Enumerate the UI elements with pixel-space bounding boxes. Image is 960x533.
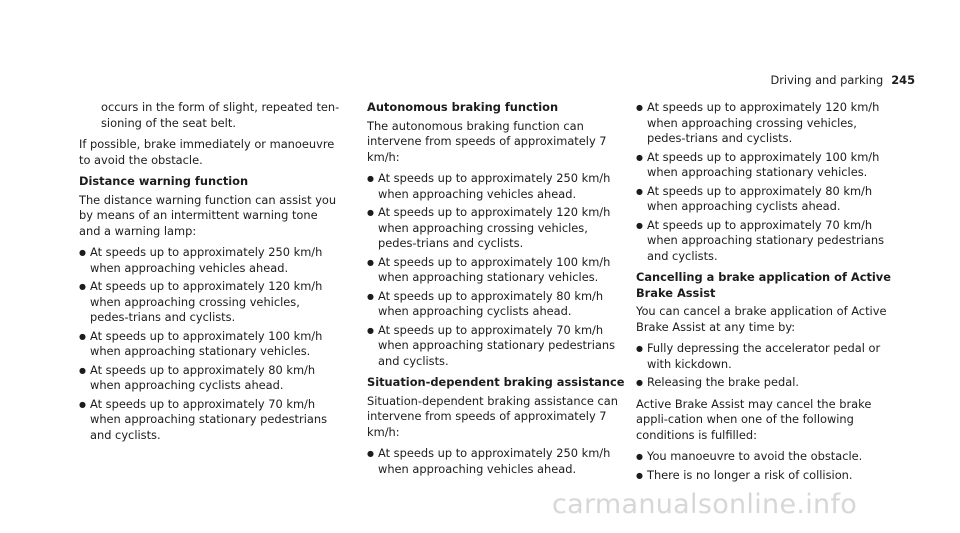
bullet-icon: ● [79,399,86,409]
list-item [636,218,898,265]
list-item-text: At speeds up to approximately 70 km/h when approaching stationary pedestrians and cyclists. [378,322,616,368]
intro-text: The autonomous braking function can intervene from speeds of approximately 7 km/h: [367,118,607,164]
bullet-icon: ● [367,325,374,335]
bullet-icon: ● [367,208,374,217]
list-item [367,205,629,252]
bullet-icon: ● [367,257,374,267]
list-item-text: At speeds up to approximately 250 km/h when approaching vehicles ahead. [378,171,611,201]
list-item-text: At speeds up to approximately 120 km/h when approaching crossing vehicles, pedes-trians and cyclists. [647,100,880,145]
watermark: carmanualsonline.info [552,489,858,520]
section-heading: Distance warning function [79,174,249,188]
list-item-text: At speeds up to approximately 100 km/h when approaching stationary vehicles. [647,149,880,179]
bullet-icon: ● [79,248,86,257]
list-item-text: At speeds up to approximately 120 km/h when approaching crossing vehicles, pedes-trians and cyclists. [90,279,323,324]
bullet-icon: ● [79,365,86,375]
list-item-text: You manoeuvre to avoid the obstacle. [647,449,863,463]
section-heading: Cancelling a brake application of Active Brake Assist [636,270,891,300]
bullet-icon: ● [636,186,643,196]
list-item-text: At speeds up to approximately 70 km/h when approaching stationary pedestrians and cyclists. [647,217,885,263]
bullet-list [636,341,898,391]
note-text: Active Brake Assist may cancel the brake appli-cation when one of the following conditions is fulfilled: [636,396,872,442]
advice-text: If possible, brake immediately or manoeuvre to avoid the obstacle. [79,137,335,167]
intro-text: Situation-dependent braking assistance can intervene from speeds of approximately 7 km/h: [367,393,618,439]
list-item [636,341,898,372]
list-item [367,323,629,370]
list-item [79,363,341,394]
list-item-text: At speeds up to approximately 80 km/h when approaching cyclists ahead. [378,288,604,318]
bullet-icon: ● [636,378,643,387]
continued-text: occurs in the form of slight, repeated ten-sioning of the seat belt. [101,100,340,130]
list-item-text: At speeds up to approximately 80 km/h when approaching cyclists ahead. [90,362,316,392]
list-item-text: There is no longer a risk of collision. [647,467,853,482]
bullet-icon: ● [367,291,374,301]
list-item [367,171,629,202]
bullet-icon: ● [367,449,374,458]
bullet-icon: ● [79,331,86,341]
column-2 [367,100,629,483]
intro-text: You can cancel a brake application of Active Brake Assist at any time by: [636,304,887,334]
bullet-icon: ● [79,282,86,291]
section-heading: Situation-dependent braking assistance [367,375,625,389]
bullet-icon: ● [636,103,643,112]
page-header [770,73,915,89]
bullet-icon: ● [636,452,643,461]
bullet-list [367,446,629,477]
list-item-text: Fully depressing the accelerator pedal or with kickdown. [647,341,881,371]
bullet-icon: ● [636,470,643,480]
list-item-text: At speeds up to approximately 100 km/h when approaching stationary vehicles. [90,328,323,358]
list-item-text: At speeds up to approximately 70 km/h when approaching stationary pedestrians and cyclists. [90,396,328,442]
list-item [636,150,898,181]
bullet-list [367,171,629,369]
list-item [367,446,629,477]
list-item [636,468,898,484]
list-item [79,329,341,360]
intro-text: The distance warning function can assist you by means of an intermittent warning tone and a warning lamp: [79,192,337,238]
column-3 [636,100,898,489]
list-item-text: Releasing the brake pedal. [647,375,799,389]
bullet-icon: ● [636,152,643,162]
list-item-text: At speeds up to approximately 250 km/h when approaching vehicles ahead. [378,446,611,476]
list-item-text: At speeds up to approximately 100 km/h when approaching stationary vehicles. [378,254,611,284]
list-item-text: At speeds up to approximately 120 km/h when approaching crossing vehicles, pedes-trians and cyclists. [378,205,611,250]
list-item [79,245,341,276]
list-item-text: At speeds up to approximately 250 km/h when approaching vehicles ahead. [90,245,323,275]
section-heading: Autonomous braking function [367,100,559,114]
bullet-icon: ● [636,220,643,230]
column-1 [79,100,341,449]
list-item [636,184,898,215]
bullet-list [636,449,898,483]
list-item [79,279,341,326]
bullet-list [636,100,898,264]
list-item [367,289,629,320]
bullet-icon: ● [367,174,374,183]
list-item [367,255,629,286]
list-item [79,397,341,444]
section-title: Driving and parking [770,73,884,87]
bullet-list [79,245,341,443]
bullet-icon: ● [636,344,643,353]
list-item [636,449,898,465]
list-item-text: At speeds up to approximately 80 km/h when approaching cyclists ahead. [647,183,873,213]
list-item [636,375,898,391]
list-item [636,100,898,147]
page-number: 245 [891,73,915,87]
